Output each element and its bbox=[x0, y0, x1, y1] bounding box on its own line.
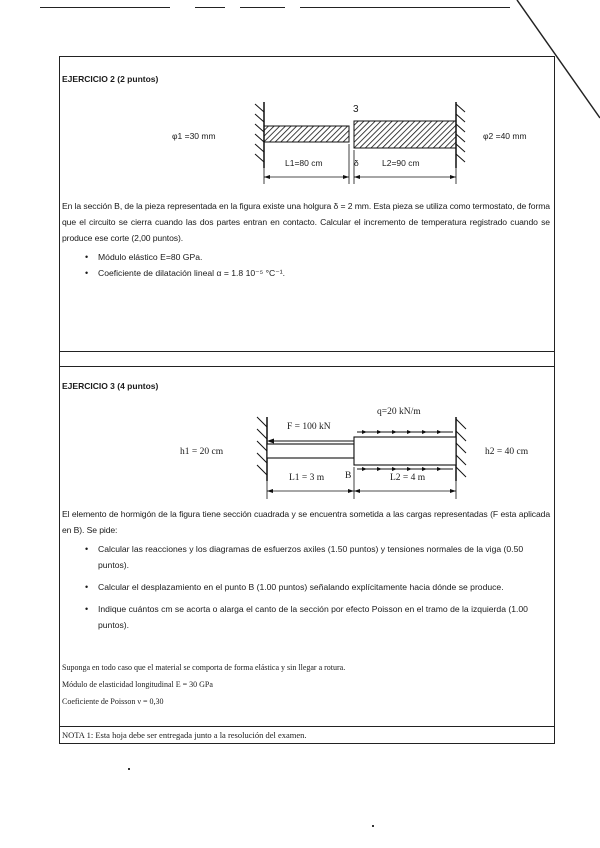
footer-divider bbox=[59, 726, 555, 727]
exercise3-statement bbox=[62, 506, 550, 538]
left-bar bbox=[264, 126, 349, 142]
right-beam bbox=[354, 437, 456, 465]
list-item: • Indique cuántos cm se acorta o alarga el canto de la sección por efecto Poisson en el tramo de la izquierda (1.00 puntos). bbox=[62, 601, 550, 633]
scan-line bbox=[240, 7, 285, 8]
exercise2-paragraph: En la sección B, de la pieza representada en la figura existe una holgura δ = 2 mm. Esta pieza se utiliza como termostato, de forma que el circuito se cierra cuando las dos partes entran en contacto. Calcular el incremento de temperatura registrado cuando se produce ese corte (2,00 puntos). bbox=[62, 201, 550, 243]
left-wall-hatch bbox=[257, 417, 267, 475]
exercise3-figure bbox=[245, 415, 475, 505]
diameter-right-label: φ2 =40 mm bbox=[483, 131, 527, 141]
length-right-label: L2 = 4 m bbox=[390, 473, 426, 483]
note-line: Módulo de elasticidad longitudinal E = 30 GPa bbox=[62, 680, 213, 689]
load-label: q=20 kN/m bbox=[377, 407, 421, 417]
exercise2-title: EJERCICIO 2 (2 puntos) bbox=[62, 74, 159, 84]
length-right-label: L2=90 cm bbox=[382, 158, 420, 168]
left-wall-hatch bbox=[255, 104, 264, 162]
section-divider bbox=[59, 366, 555, 367]
left-beam bbox=[267, 444, 354, 458]
note-line: Coeficiente de Poisson ν = 0,30 bbox=[62, 697, 164, 706]
diameter-left-label: φ1 =30 mm bbox=[172, 131, 216, 141]
list-item: • Calcular el desplazamiento en el punto B (1.00 puntos) señalando explícitamente hacia dónde se produce. bbox=[62, 579, 550, 595]
exercise3-questions-list bbox=[62, 541, 550, 633]
length-left-label: L1 = 3 m bbox=[289, 473, 325, 483]
point-b-label: B bbox=[345, 471, 352, 481]
force-arrowhead bbox=[267, 439, 274, 444]
height-left-label: h1 = 20 cm bbox=[180, 447, 224, 457]
height-right-label: h2 = 40 cm bbox=[485, 447, 529, 457]
scan-speck bbox=[372, 825, 374, 827]
scan-line bbox=[195, 7, 225, 8]
right-wall-hatch bbox=[456, 419, 466, 477]
section-divider bbox=[59, 351, 555, 352]
scan-line bbox=[300, 7, 510, 8]
list-item: • Calcular las reacciones y los diagramas de esfuerzos axiles (1.50 puntos) y tensiones normales de la viga (0.50 puntos). bbox=[62, 541, 550, 573]
force-label: F = 100 kN bbox=[287, 422, 331, 432]
footer-note: NOTA 1: Esta hoja debe ser entregada junto a la resolución del examen. bbox=[62, 730, 307, 740]
exercise2-data-list bbox=[62, 249, 550, 281]
list-item: • Coeficiente de dilatación lineal α = 1.8 10⁻⁵ °C⁻¹. bbox=[62, 265, 550, 281]
exercise3-paragraph: El elemento de hormigón de la figura tiene sección cuadrada y se encuentra sometida a las cargas representadas (F esta aplicada en B). Se pide: bbox=[62, 509, 550, 535]
exercise3-title: EJERCICIO 3 (4 puntos) bbox=[62, 381, 159, 391]
exercise2-statement bbox=[62, 198, 550, 246]
scan-speck bbox=[128, 768, 130, 770]
list-item: • Módulo elástico E=80 GPa. bbox=[62, 249, 550, 265]
section-label: 3 bbox=[353, 104, 359, 115]
right-wall-hatch bbox=[456, 104, 465, 162]
exercise2-figure bbox=[245, 98, 475, 190]
note-line: Suponga en todo caso que el material se comporta de forma elástica y sin llegar a rotura. bbox=[62, 663, 346, 672]
length-left-label: L1=80 cm bbox=[285, 158, 323, 168]
gap-label: δ bbox=[354, 158, 359, 168]
right-bar bbox=[354, 121, 456, 148]
scan-line bbox=[40, 7, 170, 8]
